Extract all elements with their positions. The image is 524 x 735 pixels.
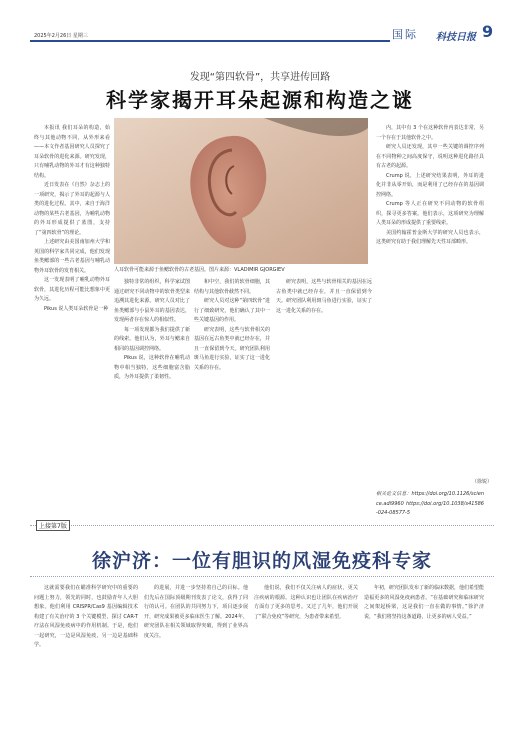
page-number: 9	[482, 22, 494, 41]
article2-column-3: 他们说，我们不仅关注病人的症状，更关注疾病的根源。这种认识也让团队在疾病治疗方面有了更多的思考。又过了几年，他们开展了“联合免疫”等研究，为患者带来希望。	[254, 585, 358, 620]
article1-column-2: 独特非常的组织，科学家试图通过研究不同动物中的软骨类型来追溯其进化来源。研究人员对比了鱼类鳃部与小鼠外耳的基因表达，发现两者存在惊人的相似性。 每一项发现都为我们提供了新的线索。他们认为，外耳与鳃来自相同的基因调控网络。 Pikus 说，这种软骨在哺乳动物中相当独特，这些细胞富含脂质，为外耳提供了柔韧性。	[114, 279, 190, 380]
headline-rule	[30, 576, 494, 577]
article2-column-4: 年初，研究团队发布了新的临床数据，他们希望能造福更多的风湿免疫病患者。“在基础研究和临床研究之间架起桥梁，这是我们一直在做的事情。”徐沪济说，“我们将坚持这条道路，让更多的病人受益。”	[364, 585, 484, 620]
section-divider	[30, 525, 494, 526]
article-credit: （徐锐）	[471, 479, 492, 485]
article1-column-1: 本报讯 我们耳朵的构造，始终与其他动物不同，从外形来看——本文作者基因研究人员探究了耳朵软骨的进化来源。研究发现，只有哺乳动物的外耳才有这种独特结构。 近日发表在《自然》杂志上的一项研究，揭示了外耳的起源与人类的进化过程。其中，来自于海洋动物的某些古老基因，为哺乳动物的外耳形成提供了蓝图，支持了“第四软骨”的理论。 上述研究由美国南加州大学和英国的科学家共同完成，他们发现鱼类鳃部的一些古老基因与哺乳动物外耳软骨的发育相关。 这一发现表明了哺乳动物外耳软骨，其进化历程可能比想象中更为久远。 Pikus 说人类耳朵软骨是一种	[34, 125, 110, 312]
headline-2: 徐沪济：一位有胆识的风湿免疫科专家	[91, 550, 432, 572]
issue-date: 2025年2月26日 星期三	[34, 33, 88, 39]
ear-photo	[114, 118, 368, 264]
article2-column-1: 这就需要我们在瞄准科学研究中的重要的问题上努力，领先的同时，也鼓励青年人大胆想象。他们利用 CRISPR/Cas9 基因编辑技术构建了有关治疗的 3 个关键模型，探讨 CAR-T 疗法在风湿免疫病中的作用机制。于是，他们一起研究，一边是风湿免疫，另一边是基础科学。	[34, 585, 138, 648]
article1-column-4: 内，其中有 3 个在这种软骨内表达非常，另一个存在于其他软骨之中。 研究人员还发现，其中一些关键的调控序列在不同物种之间高度保守，说明这种进化路径具有古老的起源。 Crump 说，上述研究结果表明，外耳的进化并非从零开始，而是利用了已经存在的基因调控网络。 Crump 等人正在研究不同动物的软骨组织，探寻更多答案。他们表示，这项研究为理解人类耳朵的形成提供了重要线索。 美国约翰霍普金斯大学的研究人员也表示，这类研究有助于我们理解先天性耳部畸形。	[376, 125, 484, 245]
article1-column-3: 和中空，我们的软骨细胞，其结构与其他软骨截然不同。 研究人员对这种“第四软骨”进行了细致研究，他们确认了其中一些关键基因的作用。 研究表明，这些与软骨相关的基因在远古鱼类中就已经存在，并且一直保留到今天。研究团队利用斑马鱼进行实验，证实了这一进化关系的存在。	[194, 279, 270, 371]
kicker: 发现“第四软骨”，共享进传回路	[189, 72, 331, 83]
section-name: 国际	[392, 28, 418, 41]
photo-caption: 人耳软骨可能来源于鱼鳃软骨的古老基因。图片来源：VLADIMIR GJORGIEV	[114, 267, 285, 273]
continued-tag: 上接第7版	[36, 520, 70, 531]
header-rule	[30, 40, 390, 42]
newspaper-logo: 科技日报	[436, 32, 476, 43]
article2-column-2: 的进展，并进一步坚持着自己的目标。他们先后在国际顶级期刊发表了论文，获得了同行的认可。在团队的共同努力下，项目逐步展开，研究成果被更多临床医生了解。2024年，研究团队在相关领域取得突破，得到了业界高度关注。	[144, 585, 248, 639]
article1-column-3b: 研究表明，这些与软骨相关的基因在远古鱼类中就已经存在，并且一直保留到今天。研究团队利用斑马鱼进行实验，证实了这一进化关系的存在。	[276, 279, 372, 314]
paper-reference: 相关论文信息：https://doi.org/10.1126/science.adi9960 https://doi.org/10.1038/s41586-024-08577-5	[376, 491, 484, 516]
ear-illustration	[114, 118, 368, 264]
headline: 科学家揭开耳朵起源和构造之谜	[106, 88, 414, 112]
